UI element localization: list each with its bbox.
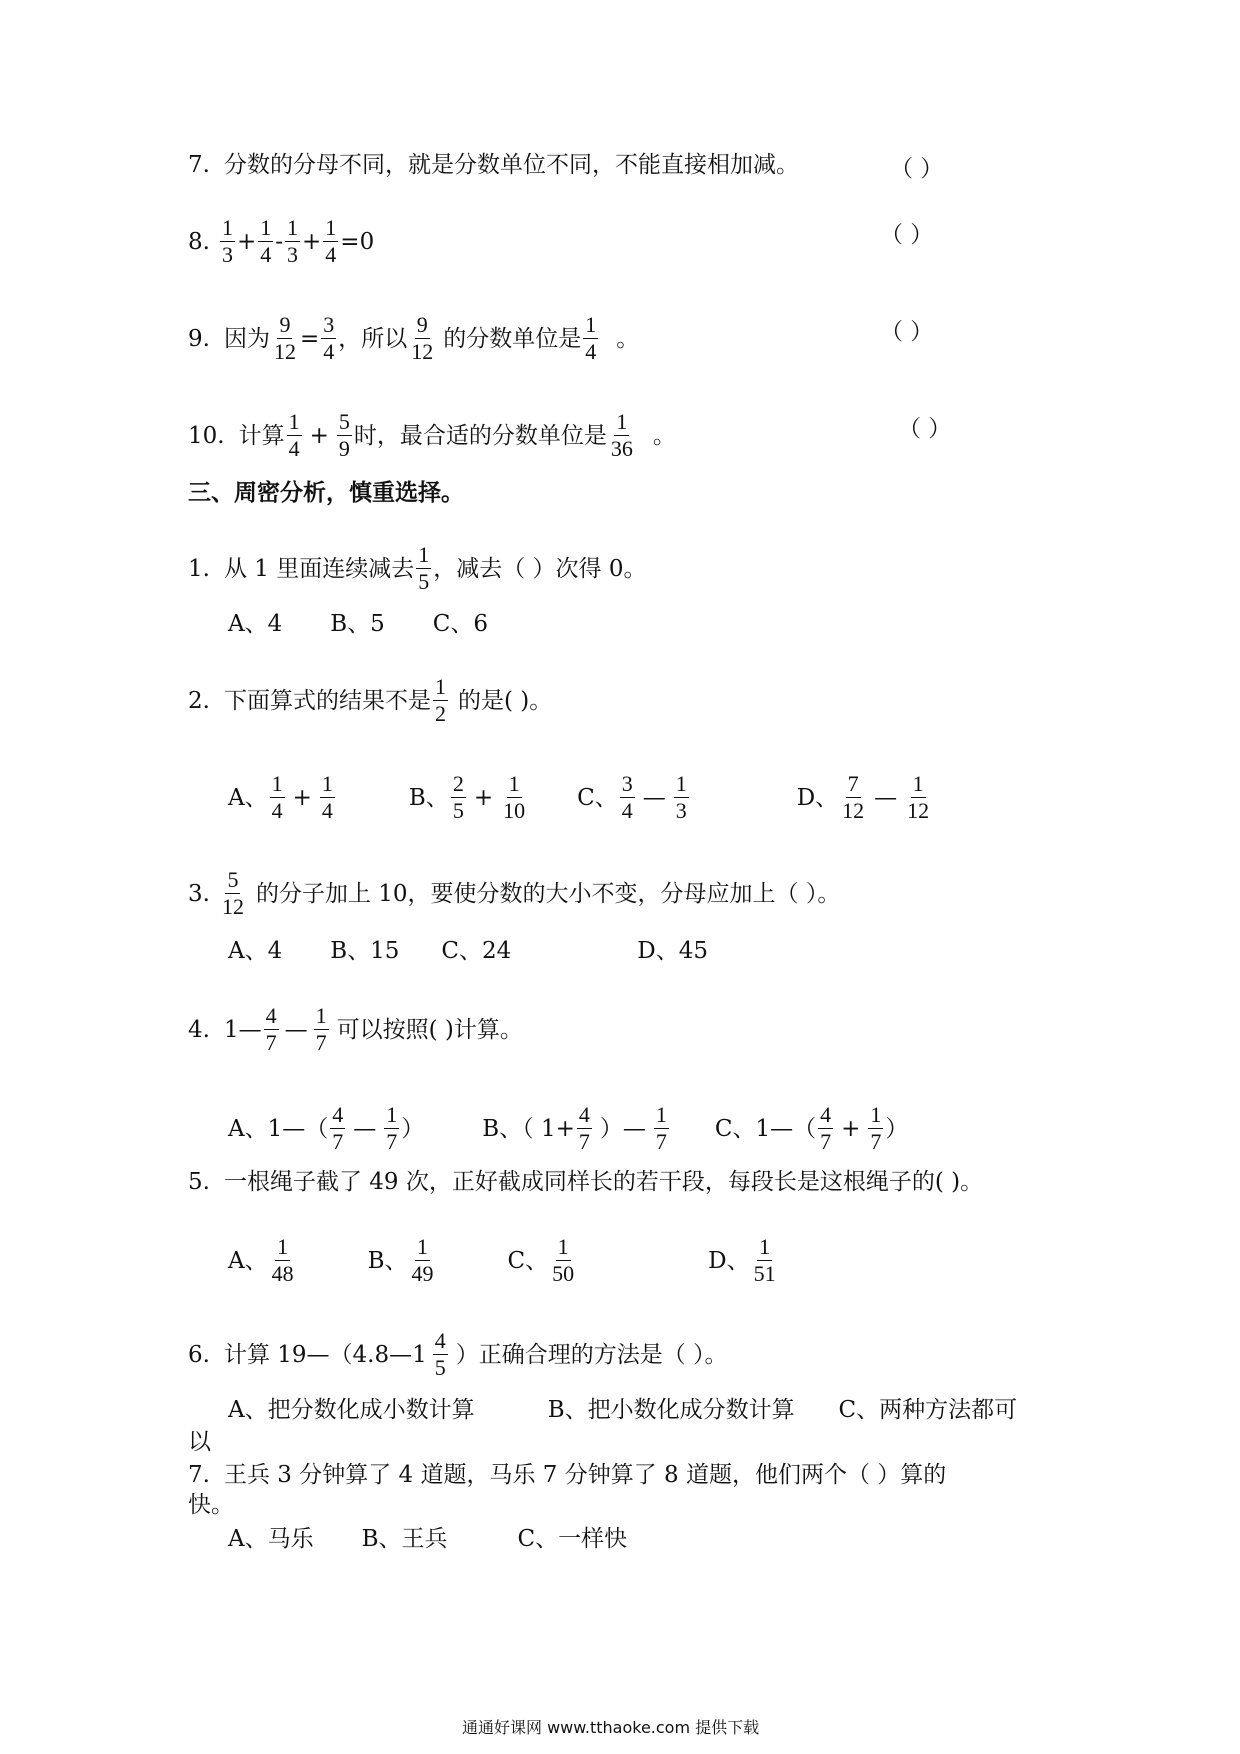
fraction: $\frac{1}{5}$ <box>418 542 430 594</box>
fraction: $\frac{1}{4}$ <box>585 312 597 364</box>
fraction: $\frac{9}{12}$ <box>411 312 434 364</box>
choice-q2 <box>188 675 552 726</box>
fraction: $\frac{9}{12}$ <box>273 312 296 364</box>
choice-q7 <box>188 1460 946 1490</box>
fraction: $\frac{1}{10}$ <box>503 771 526 823</box>
fraction: $\frac{4}{7}$ <box>820 1102 832 1154</box>
fraction: $\frac{1}{51}$ <box>753 1234 776 1286</box>
q-text: ）正确合理的方法是（ ）。 <box>455 1341 728 1368</box>
option-c[interactable]: C、一样快 <box>517 1526 628 1552</box>
q-text: 可以按照( )计算。 <box>336 1016 523 1043</box>
section-title: 三、周密分析，慎重选择。 <box>188 479 464 506</box>
choice-q2-options <box>228 772 933 823</box>
option-line[interactable]: A、把分数化成小数计算 B、把小数化成分数计算 C、两种方法都可 <box>228 1397 1018 1423</box>
option-b[interactable]: B、15 <box>330 938 400 964</box>
choice-q6-options-wrap: 以 <box>188 1429 211 1455</box>
q-tail: 。 <box>652 422 676 449</box>
q-tail: 。 <box>616 325 640 352</box>
q-text: 分数的分母不同，就是分数单位不同，不能直接相加减。 <box>223 152 799 178</box>
choice-q7-options <box>228 1524 627 1554</box>
fraction: $\frac{1}{4}$ <box>321 771 333 823</box>
choice-q3 <box>188 868 840 919</box>
q-text: 一根绳子截了 49 次，正好截成同样长的若干段，每段长是这根绳子的( )。 <box>223 1169 984 1195</box>
option-b[interactable]: B、 $\frac{2}{5}$ + $\frac{1}{10}$ <box>408 771 526 823</box>
q-number: 6. <box>188 1341 210 1368</box>
option-b[interactable]: B、 $\frac{1}{49}$ <box>367 1234 434 1286</box>
fraction: $\frac{1}{3}$ <box>287 215 299 267</box>
fraction: $\frac{5}{9}$ <box>338 409 350 461</box>
fraction: $\frac{1}{36}$ <box>610 409 633 461</box>
q-text: 下面算式的结果不是 <box>223 687 431 714</box>
operator: + <box>302 228 322 255</box>
q-number: 4. <box>188 1016 210 1043</box>
fraction: $\frac{7}{12}$ <box>842 771 865 823</box>
operator: + <box>236 228 257 255</box>
option-d[interactable]: D、 $\frac{1}{51}$ <box>708 1234 776 1286</box>
q-text: 1— <box>223 1016 262 1043</box>
fraction: $\frac{1}{7}$ <box>870 1102 882 1154</box>
choice-q1-options <box>228 609 488 639</box>
option-a[interactable]: A、4 <box>228 938 283 964</box>
choice-q6-options <box>228 1395 1017 1425</box>
option-a[interactable]: A、1—（ $\frac{4}{7}$ — $\frac{1}{7}$ ） <box>228 1102 425 1154</box>
fraction: $\frac{1}{7}$ <box>655 1102 667 1154</box>
q-number: 2. <box>188 687 210 714</box>
option-c[interactable]: C、6 <box>432 611 489 637</box>
fraction: $\frac{1}{4}$ <box>288 409 300 461</box>
fraction: $\frac{1}{4}$ <box>325 215 337 267</box>
q-text: 王兵 3 分钟算了 4 道题，马乐 7 分钟算了 8 道题，他们两个（ ）算的 <box>223 1462 947 1488</box>
answer-paren[interactable]: （ ） <box>880 222 934 248</box>
option-b[interactable]: B、5 <box>330 611 385 637</box>
choice-q6 <box>188 1329 728 1380</box>
q-text: 的分数单位是 <box>443 325 582 352</box>
option-c[interactable]: C、 $\frac{1}{50}$ <box>507 1234 575 1286</box>
answer-paren[interactable]: （ ） <box>898 416 952 442</box>
fraction: $\frac{1}{12}$ <box>907 771 930 823</box>
q-number: 5. <box>188 1169 210 1195</box>
option-d[interactable]: D、45 <box>637 938 709 964</box>
q-number: 8. <box>188 228 210 255</box>
q-text: 的分子加上 10，要使分数的大小不变，分母应加上（ ）。 <box>255 880 841 907</box>
fraction: $\frac{1}{3}$ <box>675 771 687 823</box>
q-text: ，减去（ ）次得 0。 <box>433 555 647 582</box>
fraction: $\frac{1}{2}$ <box>434 674 446 726</box>
operator: + <box>309 422 329 449</box>
judge-q10 <box>188 410 676 461</box>
fraction: $\frac{1}{4}$ <box>260 215 272 267</box>
option-a[interactable]: A、马乐 <box>228 1526 314 1552</box>
q-number: 9. <box>188 325 210 352</box>
judge-q7 <box>188 150 799 180</box>
fraction: $\frac{3}{4}$ <box>323 312 335 364</box>
option-b[interactable]: B、（ 1+ $\frac{4}{7}$ ）— $\frac{1}{7}$ <box>482 1102 667 1154</box>
fraction: $\frac{2}{5}$ <box>452 771 464 823</box>
q-number: 1. <box>188 555 210 582</box>
option-d[interactable]: D、 $\frac{7}{12}$ — $\frac{1}{12}$ <box>796 771 930 823</box>
q-text: 计算 19—（4.8—1 <box>223 1341 427 1368</box>
judge-q8 <box>188 216 374 267</box>
option-a[interactable]: A、4 <box>228 611 283 637</box>
option-c[interactable]: C、 $\frac{3}{4}$ — $\frac{1}{3}$ <box>577 771 687 823</box>
fraction: $\frac{1}{4}$ <box>271 771 283 823</box>
operator: = <box>299 325 320 352</box>
q-tail: =0 <box>340 228 375 255</box>
q-text: 因为 <box>223 325 270 352</box>
footer: 通通好课网 www.tthaoke.com 提供下载 <box>462 1718 760 1737</box>
q-text: ，所以 <box>338 325 408 352</box>
operator: - <box>275 228 284 255</box>
q-text: 计算 <box>238 422 285 449</box>
answer-paren[interactable]: （ ） <box>880 319 934 345</box>
q-number: 10. <box>188 422 225 449</box>
choice-q1 <box>188 543 646 594</box>
choice-q5-options <box>228 1235 780 1286</box>
option-a[interactable]: A、 $\frac{1}{48}$ <box>228 1234 294 1286</box>
q-number: 7. <box>188 1462 210 1488</box>
fraction: $\frac{4}{7}$ <box>578 1102 590 1154</box>
judge-q9 <box>188 313 639 364</box>
option-a[interactable]: A、 $\frac{1}{4}$ + $\frac{1}{4}$ <box>228 771 333 823</box>
choice-q5 <box>188 1167 983 1197</box>
q-text: 从 1 里面连续减去 <box>223 555 415 582</box>
q-text: 时，最合适的分数单位是 <box>353 422 607 449</box>
fraction: $\frac{1}{49}$ <box>411 1234 434 1286</box>
operator: — <box>284 1016 308 1043</box>
fraction: $\frac{1}{7}$ <box>315 1003 327 1055</box>
fraction: $\frac{4}{7}$ <box>332 1102 344 1154</box>
q-number: 3. <box>188 880 210 907</box>
fraction: $\frac{1}{3}$ <box>221 215 233 267</box>
fraction: $\frac{3}{4}$ <box>621 771 633 823</box>
fraction: $\frac{4}{7}$ <box>265 1003 277 1055</box>
q-number: 7. <box>188 152 210 178</box>
fraction: $\frac{1}{48}$ <box>271 1234 294 1286</box>
choice-q3-options <box>228 936 708 966</box>
fraction: $\frac{4}{5}$ <box>434 1328 446 1380</box>
option-b[interactable]: B、王兵 <box>361 1526 448 1552</box>
choice-q4 <box>188 1004 523 1055</box>
choice-q7-wrap: 快。 <box>188 1492 234 1518</box>
choice-q4-options <box>228 1103 908 1154</box>
answer-paren[interactable]: （ ） <box>890 156 944 182</box>
option-c[interactable]: C、1—（ $\frac{4}{7}$ + $\frac{1}{7}$ ） <box>714 1102 909 1154</box>
q-text: 的是( )。 <box>457 687 553 714</box>
fraction: $\frac{1}{50}$ <box>552 1234 575 1286</box>
fraction: $\frac{5}{12}$ <box>221 867 244 919</box>
fraction: $\frac{1}{7}$ <box>386 1102 398 1154</box>
option-c[interactable]: C、24 <box>441 938 512 964</box>
